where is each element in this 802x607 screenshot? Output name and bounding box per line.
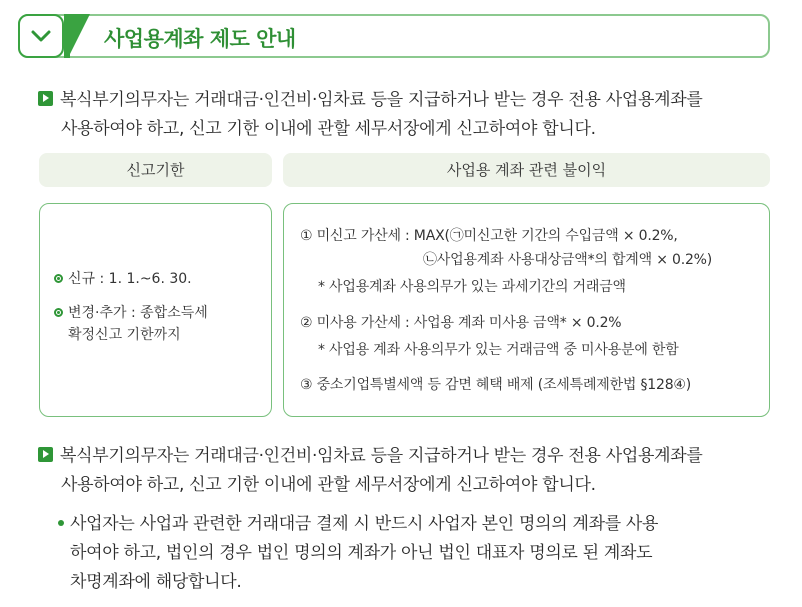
circle-bullet-icon (54, 308, 63, 317)
deadline-item-change: 변경·추가 : 종합소득세 확정신고 기한까지 (54, 302, 208, 346)
chevron-down-icon[interactable] (18, 14, 64, 58)
section-title-bar (18, 14, 770, 58)
penalty-line-1: ① 미신고 가산세 : MAX(㉠미신고한 기간의 수입금액 × 0.2%, (300, 228, 678, 244)
square-bullet-icon (38, 447, 53, 462)
note-line-2: 하여야 하고, 법인의 경우 법인 명의의 계좌가 아닌 법인 대표자 명의로 된 계좌도 (70, 543, 653, 563)
deadline-item-new: 신규 : 1. 1.~6. 30. (54, 268, 192, 290)
deadline-header: 신고기한 (39, 153, 272, 187)
second-line-2: 사용하여야 하고, 신고 기한 이내에 관할 세무서장에게 신고하여야 합니다. (61, 475, 596, 495)
deadline-box (39, 203, 272, 417)
penalty-header: 사업용 계좌 관련 불이익 (283, 153, 770, 187)
penalty-note-1: * 사업용계좌 사용의무가 있는 과세기간의 거래금액 (318, 279, 626, 295)
dot-bullet-icon (58, 520, 64, 526)
note-line-3: 차명계좌에 해당합니다. (70, 572, 242, 592)
title-accent-slant (68, 14, 90, 58)
second-paragraph (38, 442, 778, 500)
note-paragraph (58, 510, 778, 597)
section-title: 사업용계좌 제도 안내 (104, 27, 296, 51)
circle-bullet-icon (54, 274, 63, 283)
penalty-box (283, 203, 770, 417)
second-line-1: 복식부기의무자는 거래대금·인건비·임차료 등을 지급하거나 받는 경우 전용 사업용계좌를 (60, 446, 703, 466)
note-line-1: 사업자는 사업과 관련한 거래대금 결제 시 반드시 사업자 본인 명의의 계좌를 사용 (70, 514, 659, 534)
intro-line-2: 사용하여야 하고, 신고 기한 이내에 관할 세무서장에게 신고하여야 합니다. (61, 119, 596, 139)
penalty-line-4: ③ 중소기업특별세액 등 감면 혜택 배제 (조세특례제한법 §128④) (300, 377, 692, 393)
penalty-line-2: ㉡사업용계좌 사용대상금액*의 합계액 × 0.2%) (423, 252, 713, 268)
penalty-note-2: * 사업용 계좌 사용의무가 있는 거래금액 중 미사용분에 한함 (318, 342, 679, 358)
intro-paragraph (38, 86, 778, 144)
intro-line-1: 복식부기의무자는 거래대금·인건비·임차료 등을 지급하거나 받는 경우 전용 사업용계좌를 (60, 90, 703, 110)
square-bullet-icon (38, 91, 53, 106)
penalty-line-3: ② 미사용 가산세 : 사업용 계좌 미사용 금액* × 0.2% (300, 315, 622, 331)
